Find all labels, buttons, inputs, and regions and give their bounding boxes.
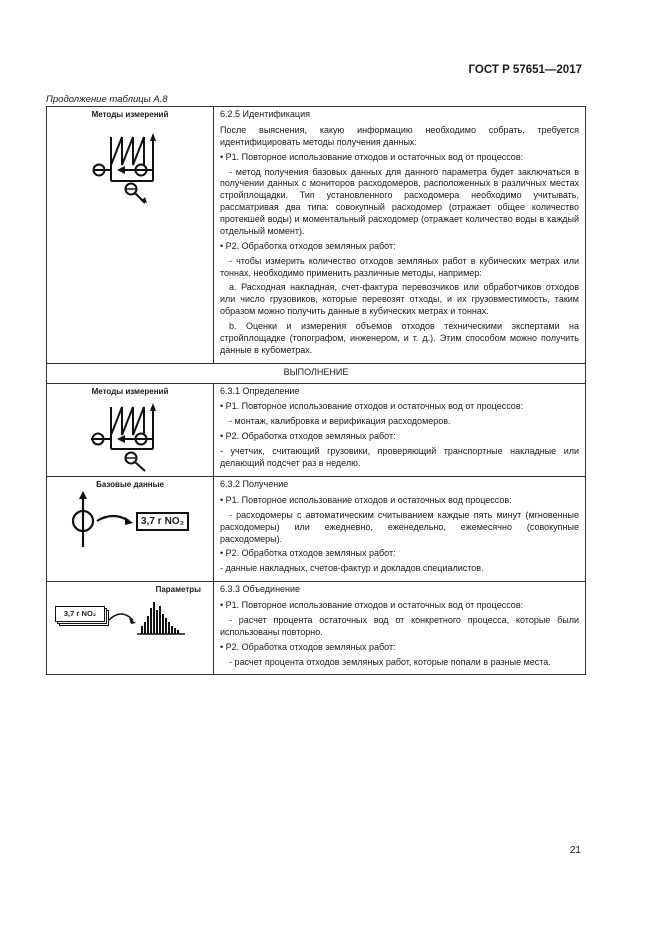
bullet-p1: • P1. Повторное использование отходов и остаточных вод от процессов: <box>220 151 524 162</box>
flowmeter-measurement-icon <box>53 121 203 207</box>
bullet-p2: • P2. Обработка отходов земляных работ: <box>220 641 396 652</box>
bullet-p1: • P1. Повторное использование отходов и остаточных вод от процессов: <box>220 401 524 412</box>
section-title: 6.2.5 Идентификация <box>220 109 310 119</box>
flowmeter-measurement-icon <box>53 397 203 473</box>
table-continuation-caption: Продолжение таблицы А.8 <box>46 94 168 105</box>
figure-label: Параметры <box>155 585 201 595</box>
paragraph: - расчет процента отходов земляных работ, которые попали в разные места. <box>229 656 551 667</box>
section-title: 6.3.1 Определение <box>220 385 300 396</box>
histogram-icon <box>53 596 203 640</box>
bullet-p2: • P2. Обработка отходов земляных работ: <box>220 548 396 559</box>
text-cell <box>214 383 586 477</box>
table-row <box>47 363 586 383</box>
bullet-p2: • P2. Обработка отходов земляных работ: <box>220 431 396 442</box>
figure-label: Методы измерений <box>91 110 169 119</box>
table-row <box>47 107 586 364</box>
paragraph: - чтобы измерить количество отходов земляных работ в кубических метрах или тоннах, необходимо применить различные методы, например: <box>220 255 579 278</box>
table-row <box>47 383 586 477</box>
table-row <box>47 582 586 675</box>
table-a8-continuation <box>46 106 586 675</box>
text-cell <box>214 582 586 675</box>
figure-cell <box>47 477 214 582</box>
value-box: 3,7 г NO₂ <box>136 512 189 531</box>
paragraph: - монтаж, калибровка и верификация расходомеров. <box>229 416 451 427</box>
base-data-figure <box>53 491 203 555</box>
section-title: 6.3.3 Объединение <box>220 584 301 595</box>
paragraph: - метод получения базовых данных для данного параметра будет заключаться в получении данных с мониторов расходомеров, расположенных в различных местах стройплощадки. Тип установленного расходомера необходимо учитывать, рассматривая два типа: совокупный расходомер (отражает общее количество протекшей воды) и моментальный расходомер (отражает количество воды в каждый отдельный момент). <box>220 166 579 236</box>
paragraph: - расходомеры с автоматическим считыванием каждые пять минут (мгновенные расходомеры) или ежедневно, еженедельно, ежемесячно (совокупные расходомеры). <box>220 509 579 544</box>
paragraph: - данные накладных, счетов-фактур и докладов специалистов. <box>220 563 484 574</box>
bullet-p2: • P2. Обработка отходов земляных работ: <box>220 240 396 251</box>
figure-label: Базовые данные <box>96 480 164 490</box>
figure-cell <box>47 107 214 364</box>
section-separator: ВЫПОЛНЕНИЕ <box>47 363 586 383</box>
section-title: 6.3.2 Получение <box>220 479 289 490</box>
paragraph: - учетчик, считающий грузовики, проверяющий транспортные накладные или делающий подсчет раз в неделю. <box>220 446 579 468</box>
document-id: ГОСТ Р 57651—2017 <box>468 64 582 76</box>
paragraph: После выяснения, какую информацию необходимо собрать, требуется идентифицировать методы получения данных: <box>220 124 579 147</box>
text-cell <box>214 107 586 364</box>
paragraph: - расчет процента остаточных вод от конкретного процесса, которые были использованы повторно. <box>220 614 579 637</box>
figure-label: Методы измерений <box>91 386 169 396</box>
page-number: 21 <box>569 845 581 856</box>
figure-cell <box>47 383 214 477</box>
bullet-p1: • P1. Повторное использование отходов и остаточных вод процессов: <box>220 494 512 505</box>
parameters-figure <box>53 596 203 640</box>
figure-cell <box>47 582 214 675</box>
value-box: 3,7 г NO₂ <box>55 606 105 622</box>
paragraph: a. Расходная накладная, счет-фактура перевозчиков или обработчиков отходов или число грузовиков, которые перевозят отходы, и их грузовместимость, таким образом можно получить данные в кубических метрах и тоннах. <box>220 282 579 317</box>
bullet-p1: • P1. Повторное использование отходов и остаточных вод от процессов: <box>220 600 524 611</box>
table-row <box>47 477 586 582</box>
text-cell <box>214 477 586 582</box>
paragraph: b. Оценки и измерения объемов отходов техническими экспертами на стройплощадке (топографом, инженером, и т. д.). Этим способом можно получить данные в кубометрах. <box>220 321 579 355</box>
